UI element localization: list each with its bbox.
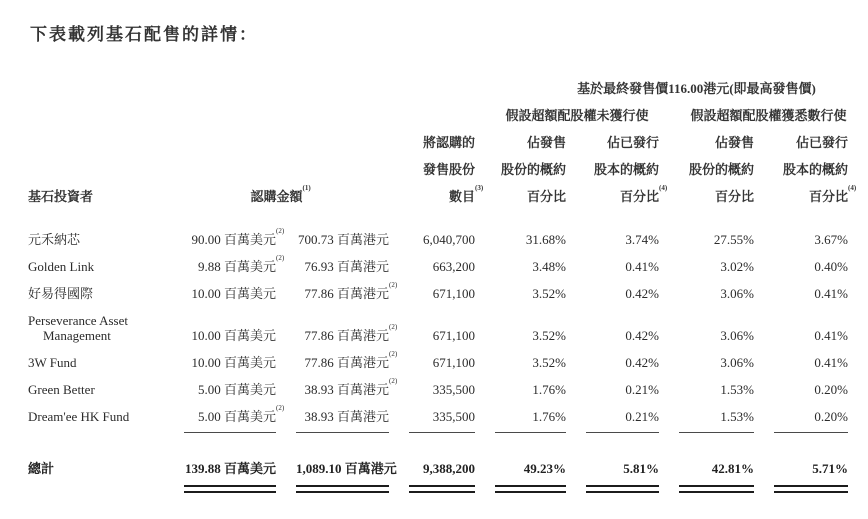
header-pct-offer-l2: 股份的概約: [500, 162, 566, 177]
footnote-marker: (2): [276, 404, 285, 412]
pct-issued-no-oa: 0.42%: [625, 286, 659, 301]
pct-offer-full-oa: 3.02%: [720, 259, 754, 274]
subscription-usd: 10.00 百萬美元: [191, 328, 276, 343]
offer-shares-count: 671,100: [432, 286, 475, 301]
offer-shares-count: 671,100: [432, 328, 475, 343]
investor-name: 3W Fund: [28, 355, 77, 370]
header-spacer: [164, 156, 276, 183]
pct-offer-full-oa: 1.53%: [720, 409, 754, 424]
subscription-usd: 10.00 百萬美元: [191, 355, 276, 370]
header-pct-l3-noted: 百分比 (4): [809, 184, 857, 204]
table-row: [28, 253, 848, 280]
offer-shares-count: 335,500: [432, 382, 475, 397]
header-row-oa-assumption: [28, 102, 848, 129]
subscription-usd: 9.88 百萬美元 (2): [197, 254, 285, 274]
footnote-marker: (2): [389, 281, 398, 289]
double-rule: [679, 485, 754, 493]
subscription-hkd: 38.93 百萬港元: [304, 409, 389, 424]
total-rule-row: [28, 482, 848, 493]
header-pct-l3: 百分比: [526, 189, 566, 204]
header-shares-l1: 將認購的: [422, 135, 475, 150]
table-row: [28, 403, 848, 430]
offer-shares-count: 671,100: [432, 355, 475, 370]
subscription-usd: 90.00 百萬美元 (2): [191, 227, 285, 247]
header-pct-issued-l1: 佔已發行: [606, 135, 659, 150]
page-title: 下表載列基石配售的詳情：: [30, 25, 258, 44]
header-pct-issued-l1: 佔已發行: [796, 135, 849, 150]
footnote-marker: (2): [389, 377, 398, 385]
header-shares-l3: 數目 (3): [448, 184, 484, 204]
header-pct-issued-l2: 股本的概約: [593, 162, 659, 177]
header-spacer: [276, 129, 389, 156]
footnote-marker: (2): [389, 350, 398, 358]
total-pct-offer-full-oa: 42.81%: [711, 461, 754, 476]
header-spacer: [276, 156, 389, 183]
pct-offer-no-oa: 3.52%: [532, 355, 566, 370]
header-spacer: [28, 129, 164, 156]
header-pct-offer-l1: 佔發售: [526, 135, 566, 150]
double-rule: [495, 485, 566, 493]
header-spacer: [28, 102, 475, 129]
subscription-hkd: 77.86 百萬港元 (2): [304, 323, 398, 343]
pct-issued-full-oa: 0.41%: [814, 328, 849, 343]
pct-offer-full-oa: 3.06%: [720, 355, 754, 370]
footnote-marker: (1): [302, 184, 311, 192]
total-subscription-hkd: 1,089.10 百萬港元: [296, 461, 397, 476]
pct-issued-no-oa: 0.21%: [625, 409, 659, 424]
table-row: [28, 280, 848, 307]
pct-offer-no-oa: 31.68%: [525, 232, 566, 247]
total-subscription-usd: 139.88 百萬美元: [184, 461, 276, 476]
pct-issued-full-oa: 0.20%: [814, 382, 849, 397]
pct-issued-full-oa: 3.67%: [814, 232, 849, 247]
pct-offer-no-oa: 3.52%: [532, 286, 566, 301]
header-pct-issued-l2: 股本的概約: [783, 162, 849, 177]
pct-offer-full-oa: 3.06%: [720, 328, 754, 343]
header-oa-fully-exercised: 假設超額配股權獲悉數行使: [690, 108, 847, 123]
subscription-hkd: 77.86 百萬港元 (2): [304, 350, 398, 370]
header-spacer: [164, 129, 276, 156]
pct-issued-full-oa: 0.20%: [814, 409, 849, 424]
cornerstone-placing-table: [28, 75, 857, 493]
header-pct-offer-l2: 股份的概約: [688, 162, 754, 177]
pct-offer-no-oa: 3.52%: [532, 328, 566, 343]
total-label: 總計: [28, 461, 55, 476]
header-offer-price-basis: 基於最終發售價116.00港元(即最高發售價): [577, 81, 816, 96]
investor-name: Golden Link: [28, 259, 95, 274]
total-pct-issued-full-oa: 5.71%: [812, 461, 849, 476]
header-pct-l3: 百分比: [714, 189, 754, 204]
pct-offer-no-oa: 1.76%: [532, 409, 566, 424]
subscription-hkd: 700.73 百萬港元: [297, 232, 389, 247]
pct-issued-full-oa: 0.41%: [814, 355, 849, 370]
header-row-line2: [28, 156, 848, 183]
spacer-row: [28, 210, 848, 226]
subscription-usd: 5.00 百萬美元 (2): [197, 404, 285, 424]
table-row: [28, 307, 848, 349]
footnote-marker: (2): [276, 254, 285, 262]
header-shares-l2: 發售股份: [422, 162, 475, 177]
total-offer-shares-count: 9,388,200: [423, 461, 475, 476]
double-rule: [586, 485, 659, 493]
double-rule: [296, 485, 389, 493]
header-row-line3: [28, 183, 848, 210]
investor-name: 好易得國際: [28, 286, 94, 301]
subscription-hkd: 77.86 百萬港元 (2): [304, 281, 398, 301]
header-oa-not-exercised: 假設超額配股權未獲行使: [505, 108, 649, 123]
pct-issued-full-oa: 0.40%: [814, 259, 849, 274]
investor-name: Dream'ee HK Fund: [28, 409, 130, 424]
header-investor: 基石投資者: [28, 189, 94, 204]
investor-name: Perseverance Asset Management: [28, 313, 128, 343]
pct-issued-no-oa: 3.74%: [625, 232, 659, 247]
total-pct-offer-no-oa: 49.23%: [523, 461, 566, 476]
pct-issued-no-oa: 0.21%: [625, 382, 659, 397]
subscription-hkd: 38.93 百萬港元 (2): [304, 377, 398, 397]
double-rule: [774, 485, 848, 493]
footnote-marker: (4): [659, 184, 668, 192]
pct-offer-no-oa: 1.76%: [532, 382, 566, 397]
pct-issued-no-oa: 0.42%: [625, 355, 659, 370]
offer-shares-count: 335,500: [432, 409, 475, 424]
offer-shares-count: 663,200: [432, 259, 475, 274]
investor-name: 元禾納芯: [28, 232, 81, 247]
pct-issued-full-oa: 0.41%: [814, 286, 849, 301]
header-pct-l3-noted: 百分比 (4): [619, 184, 668, 204]
footnote-marker: (2): [276, 227, 285, 235]
double-rule: [409, 485, 475, 493]
subscription-hkd: 76.93 百萬港元: [304, 259, 389, 274]
total-row: [28, 455, 848, 482]
header-pct-offer-l1: 佔發售: [714, 135, 754, 150]
footnote-marker: (2): [389, 323, 398, 331]
spacer-row: [28, 433, 848, 455]
subscription-usd: 5.00 百萬美元: [197, 382, 276, 397]
double-rule: [184, 485, 276, 493]
header-row-line1: [28, 129, 848, 156]
header-spacer: [28, 156, 164, 183]
subscription-usd: 10.00 百萬美元: [191, 286, 276, 301]
footnote-marker: (3): [475, 184, 484, 192]
investor-name: Green Better: [28, 382, 95, 397]
pct-issued-no-oa: 0.41%: [625, 259, 659, 274]
total-pct-issued-no-oa: 5.81%: [623, 461, 659, 476]
footnote-marker: (4): [848, 184, 857, 192]
pct-offer-full-oa: 1.53%: [720, 382, 754, 397]
table-row: [28, 226, 848, 253]
offer-shares-count: 6,040,700: [423, 232, 475, 247]
pct-offer-full-oa: 27.55%: [713, 232, 754, 247]
header-subscription-amount: 認購金額 (1): [250, 184, 311, 204]
table-row: [28, 376, 848, 403]
pct-offer-no-oa: 3.48%: [532, 259, 566, 274]
pct-offer-full-oa: 3.06%: [720, 286, 754, 301]
header-row-offer-price: [28, 75, 848, 102]
header-spacer: [28, 75, 475, 102]
table-row: [28, 349, 848, 376]
pct-issued-no-oa: 0.42%: [625, 328, 659, 343]
